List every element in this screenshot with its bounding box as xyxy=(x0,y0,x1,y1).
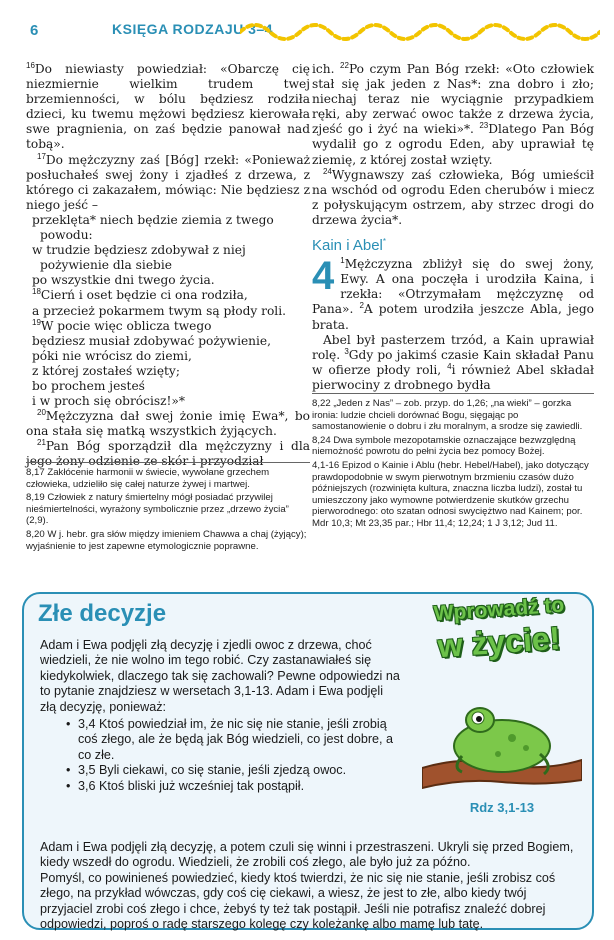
left-text-column xyxy=(26,62,310,470)
apply-it-logo: Wprowadź to w życie! xyxy=(432,593,565,665)
list-item: • 3,6 Ktoś bliski już wcześniej tak postąpił. xyxy=(66,779,402,794)
box-after: Adam i Ewa podjęli złą decyzję, a potem czuli się winni i przestraszeni. Ukryli się przed Bogiem, kiedy wszedł do ogrodu. Wiedzieli, że zrobili coś złego, ale było już za późno. xyxy=(40,840,574,870)
footnotes-right xyxy=(312,393,594,532)
verse-17-poem xyxy=(26,213,310,409)
chapter-number: 4 xyxy=(312,254,335,299)
page-number: 6 xyxy=(30,22,39,39)
box-text xyxy=(40,638,402,796)
footnote: 8,24 Dwa symbole mezopotamskie oznaczające bezwzględną niemożność powrotu do pełni życia bez pomocy Bożej. xyxy=(312,434,576,458)
poem-line: bo prochem jesteś xyxy=(32,378,145,393)
footnote: 4,1-16 Epizod o Kainie i Ablu (hebr. Hebel/Habel), jako dotyczący prawdopodobnie w swym pierwotnym brzmieniu czasów dużo późniejszych (rozwinięta kultura, znaczna liczba ludzi), został tu umieszczony jako wymowne potwierdzenie skutków grzechu pierworodnego: oto szatan odnosi swyciężtwo nad Kainem; por. Mdr 10,3; Mt 23,35 par.; Hbr 11,4; 12,24; 1 J 3,12; Jud 11. xyxy=(312,459,589,529)
wave-decoration-icon xyxy=(240,14,600,48)
reasons-list xyxy=(66,717,402,794)
footnote: 8,19 Człowiek z natury śmiertelny mógł posiadać przywilej nieśmiertelności, wyrażony symbolicznie przez „drzewo życia” (2,9). xyxy=(26,492,289,527)
poem-line: póki nie wrócisz do ziemi, xyxy=(32,348,192,363)
section-title: Kain i Abel* xyxy=(312,237,387,255)
footnote: 8,20 W j. hebr. gra słów między imieniem Chawwa a chaj (żyjący); wyjaśnienie to jest zapewne etymologicznie poprawne. xyxy=(26,528,307,552)
verse-21: $^{21}$Pan Bóg sporządził dla mężczyzny i dla jego żony odzienie ze skór i przyodział xyxy=(26,438,310,469)
poem-line: z której zostałeś wzięty; xyxy=(32,363,180,378)
chapter-4-verse-1: 4 $^1$Mężczyzna zbliżył się do swej żony, Ewy. A ona poczęła i urodziła Kaina, i rzekła: «Otrzymałam mężczyznę od Pana». $^2$A potem urodziła jeszcze Abla, jego brata. xyxy=(312,254,595,332)
verse-17: $^{17}$Do mężczyzny zaś [Bóg] rzekł: «Ponieważ posłuchałeś swej żony i zjadłeś z drzewa, z którego ci zakazałem, mówiąc: Nie będziesz z niego jeść – xyxy=(26,151,310,212)
footnote: 8,22 „Jeden z Nas” – zob. przyp. do 1,26; „na wieki” – gorzka ironia: ludzie chcieli dorównać Bogu, sięgając po samostanowienie o dobru i złu moralnym, a srodze się zawiedli. xyxy=(312,398,583,433)
chapter-4-verse-3: Abel był pasterzem trzód, a Kain uprawiał rolę. $^3$Gdy po jakimś czasie Kain składał Panu w ofierze płody roli, $^4$i również Abel składał pierwociny z drobnego bydła xyxy=(312,332,594,392)
verse-24: $^{24}$Wygnawszy zaś człowieka, Bóg umieścił na wschód od ogrodu Eden cherubów i miecz z połyskującym ostrzem, aby strzec drogi do drzewa życia*. xyxy=(312,166,594,227)
poem-line: a przecież pokarmem twym są płody roli. xyxy=(32,303,286,318)
verse-21-continued: ich. $^{22}$Po czym Pan Bóg rzekł: «Oto człowiek stał się jak jeden z Nas*: zna dobro i zło; niechaj teraz nie wyciągnie przypadkiem ręki, aby zerwać owoc także z drzewa życia, zjeść go i żyć na wieki»*. $^{23}$Dlatego Pan Bóg wydalił go z ogrodu Eden, aby uprawiał tę ziemię, z której został wzięty. xyxy=(312,60,595,167)
poem-line: będziesz musiał zdobywać pożywienie, xyxy=(32,333,272,348)
bad-decisions-box xyxy=(22,592,594,930)
poem-line: $^{19}$W pocie więc oblicza twego xyxy=(32,317,212,333)
poem-line: w trudzie będziesz zdobywał z niej pożywienie dla siebie xyxy=(32,243,246,273)
list-item: • 3,5 Byli ciekawi, co się stanie, jeśli zjedzą owoc. xyxy=(66,763,402,778)
footnote: 8,17 Zakłócenie harmonii w świecie, wywołane grzechem człowieka, udzieliło się całej naturze żywej i martwej. xyxy=(26,467,270,490)
box-title: Złe decyzje xyxy=(38,600,167,627)
bible-reference: Rdz 3,1-13 xyxy=(469,800,535,815)
box-intro: Adam i Ewa podjęli złą decyzję i zjedli owoc z drzewa, choć wiedzieli, że nie wolno im tego robić. Czy zastanawiałeś się kiedykolwiek, dlaczego tak się zachowali? Pewne odpowiedzi na to pytanie znajdziesz w wersetach 3,1-13. Adam i Ewa podjęli złą decyzję, ponieważ: xyxy=(40,638,400,714)
box-closing: Pomyśl, co powinieneś powiedzieć, kiedy ktoś twierdzi, że nic się nie stanie, jeśli zrobisz coś złego, na przykład wówczas, gdy coś cię ciekawi, a wiesz, że jest to złe, albo kiedy twój przyjaciel zrobi coś złego i chce, żebyś ty też tak postąpił. Jeśli nie potrafisz znaleźć dobrej odpowiedzi, poproś o radę starszego kolegę czy koleżankę albo mamę lub tatę. xyxy=(40,870,556,932)
frog-icon xyxy=(422,676,582,794)
right-text-column xyxy=(312,62,594,393)
verse-20: $^{20}$Mężczyzna dał swej żonie imię Ewa*, bo ona stała się matką wszystkich żyjących. xyxy=(26,408,310,439)
footnotes-left xyxy=(26,462,310,554)
verse-16: $^{16}$Do niewiasty powiedział: «Obarczę cię niezmiernie wielkim trudem twej brzemienności, w bólu będziesz rodziła dzieci, ku twemu mężowi będziesz kierowała swe pragnienia, on zaś będzie panował nad tobą». xyxy=(26,60,310,152)
page-header xyxy=(0,0,614,54)
poem-line: przeklęta* niech będzie ziemia z twego powodu: xyxy=(32,212,274,243)
list-item: • 3,4 Ktoś powiedział im, że nic się nie stanie, jeśli zrobią coś złego, ale że będą jak Bóg wiedzieli, co jest dobre, a co złe. xyxy=(66,717,402,763)
poem-line: po wszystkie dni twego życia. xyxy=(32,273,215,288)
book-title: KSIĘGA RODZAJU 3–4 xyxy=(112,21,273,37)
poem-line: i w proch się obrócisz!»* xyxy=(32,394,185,409)
box-text-bottom xyxy=(40,840,580,932)
poem-line: $^{18}$Cierń i oset będzie ci ona rodziła, xyxy=(32,287,248,303)
